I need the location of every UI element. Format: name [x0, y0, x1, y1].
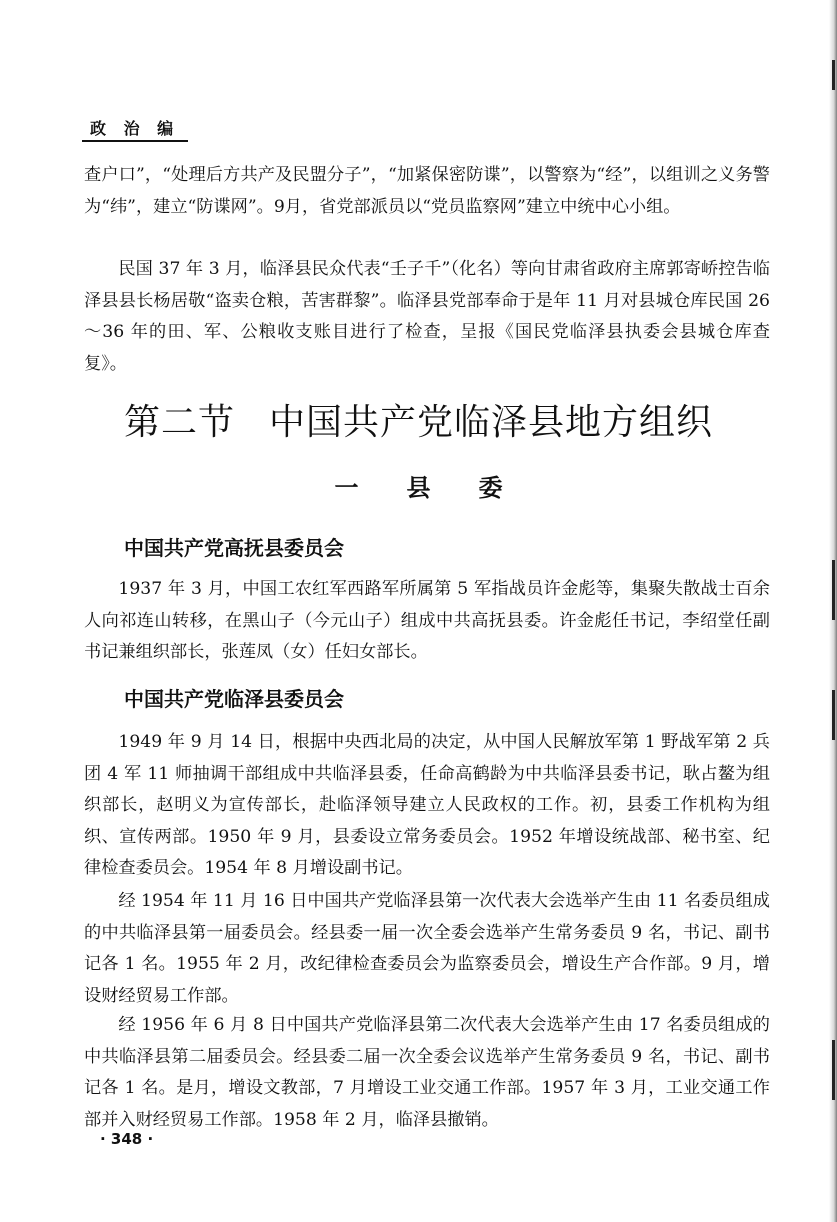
page-number: · 348 ·	[100, 1130, 154, 1148]
section-name: 中国共产党临泽县地方组织	[269, 402, 714, 443]
subsection-title: 一县委	[334, 474, 551, 502]
paragraph-linze-1956: 经 1956 年 6 月 8 日中国共产党临泽县第二次代表大会选举产生由 17 名委员组成的中共临泽县第二届委员会。经县委二届一次全委会议选举产生常务委员 9 名，书记、副书记各 1 名。是月，增设文教部，7 月增设工业交通工作部。1957 年 3 月，工业交通工作部并入财经贸易工作部。1958 年 2 月，临泽县撤销。	[84, 1015, 770, 1130]
scan-artifact	[832, 560, 835, 620]
scan-artifact	[832, 1040, 835, 1100]
section-number: 第二节	[123, 402, 235, 443]
paragraph-linze-1949: 1949 年 9 月 14 日，根据中央西北局的决定，从中国人民解放军第 1 野战军第 2 兵团 4 军 11 师抽调干部组成中共临泽县委，任命高鹤龄为中共临泽县委书记，耿占鳌为组织部长，赵明义为宣传部长，赴临泽领导建立人民政权的工作。初，县委工作机构为组织、宣传两部。1950 年 9 月，县委设立常务委员会。1952 年增设统战部、秘书室、纪律检查委员会。1954 年 8 月增设副书记。	[84, 732, 770, 878]
paragraph-intro: 查户口”，“处理后方共产及民盟分子”，“加紧保密防谍”，以警察为“经”，以组训之义务警为“纬”，建立“防谍网”。9月，省党部派员以“党员监察网”建立中统中心小组。	[84, 165, 770, 217]
header-underline	[82, 140, 188, 142]
section-title	[0, 394, 837, 445]
heading-linze-committee: 中国共产党临泽县委员会	[124, 687, 344, 711]
paragraph-linze-1954: 经 1954 年 11 月 16 日中国共产党临泽县第一次代表大会选举产生由 11 名委员组成的中共临泽县第一届委员会。经县委一届一次全委会选举产生常务委员 9 名，书记、副书记各 1 名。1955 年 2 月，改纪律检查委员会为监察委员会，增设生产合作部。9 月，增设财经贸易工作部。	[84, 891, 770, 1006]
paragraph-gaofu: 1937 年 3 月，中国工农红军西路军所属第 5 军指战员许金彪等，集聚失散战士百余人向祁连山转移，在黑山子（今元山子）组成中共高抚县委。许金彪任书记，李绍堂任副书记兼组织部长，张莲凤（女）任妇女部长。	[84, 579, 770, 662]
scan-artifact	[832, 690, 835, 740]
scan-artifact	[832, 60, 835, 90]
running-header: 政 治 编	[90, 119, 180, 138]
heading-gaofu-committee: 中国共产党高抚县委员会	[124, 536, 344, 560]
paragraph-1948: 民国 37 年 3 月，临泽县民众代表“壬子千”（化名）等向甘肃省政府主席郭寄峤控告临泽县县长杨居敬“盗卖仓粮，苦害群黎”。临泽县党部奉命于是年 11 月对县城仓库民国 26～36 年的田、军、公粮收支账目进行了检查，呈报《国民党临泽县执委会县城仓库查复》。	[84, 259, 770, 374]
